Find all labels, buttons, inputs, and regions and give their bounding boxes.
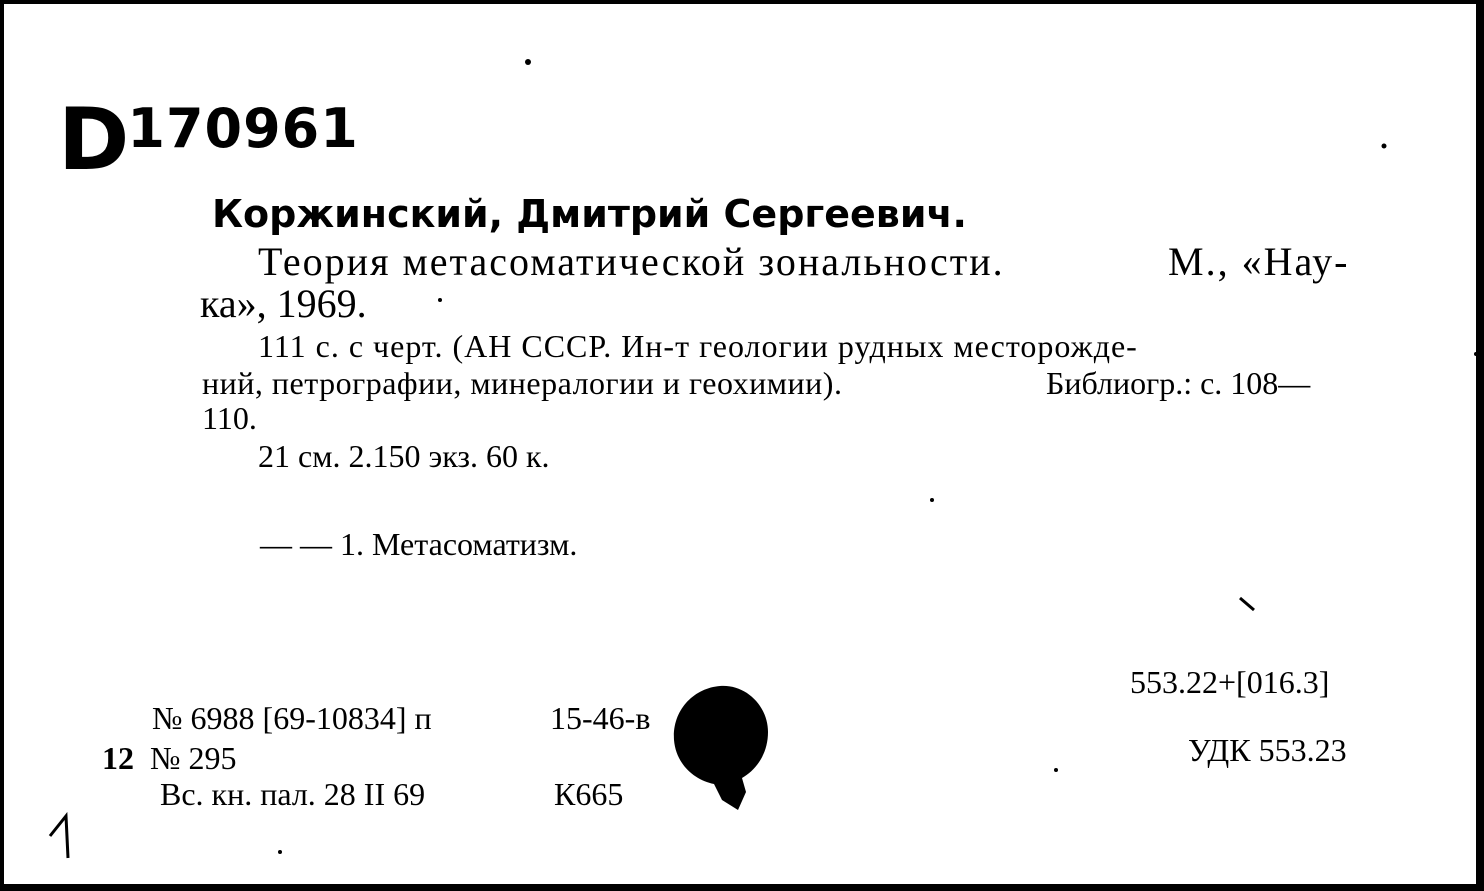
author-heading: Коржинский, Дмитрий Сергеевич.	[212, 192, 967, 236]
description-line-3: 110.	[202, 400, 257, 436]
inventory-letter: D	[58, 90, 128, 190]
card-number: № 295	[150, 740, 237, 776]
description-line-1: 111 с. с черт. (АН СССР. Ин-т геологии рудных месторожде-	[258, 328, 1138, 364]
bibliography-note: Библиогр.: с. 108—	[1046, 365, 1311, 401]
print-code: 15-46-в	[550, 700, 651, 736]
registration-number: № 6988 [69-10834] п	[152, 700, 432, 736]
subject-heading: — — 1. Метасоматизм.	[260, 526, 578, 562]
author-mark: К665	[554, 776, 624, 812]
catalog-card	[4, 4, 1476, 884]
copy-count: 12	[102, 740, 134, 776]
publisher-start: М., «Нау-	[1168, 239, 1350, 284]
title-line-2: ка», 1969.	[200, 281, 367, 326]
description-line-2: ний, петрографии, минералогии и геохимии).	[202, 365, 843, 401]
classification-index: 553.22+[016.3]	[1130, 664, 1330, 700]
chamber-note: Вс. кн. пал. 28 II 69	[160, 776, 426, 812]
format-line: 21 см. 2.150 экз. 60 к.	[258, 438, 550, 474]
print-specks	[4, 4, 1476, 884]
title-line-1: Теория метасоматической зональности.	[258, 239, 1005, 284]
udc-index: УДК 553.23	[1188, 732, 1347, 768]
inventory-digits: 170961	[127, 97, 359, 160]
